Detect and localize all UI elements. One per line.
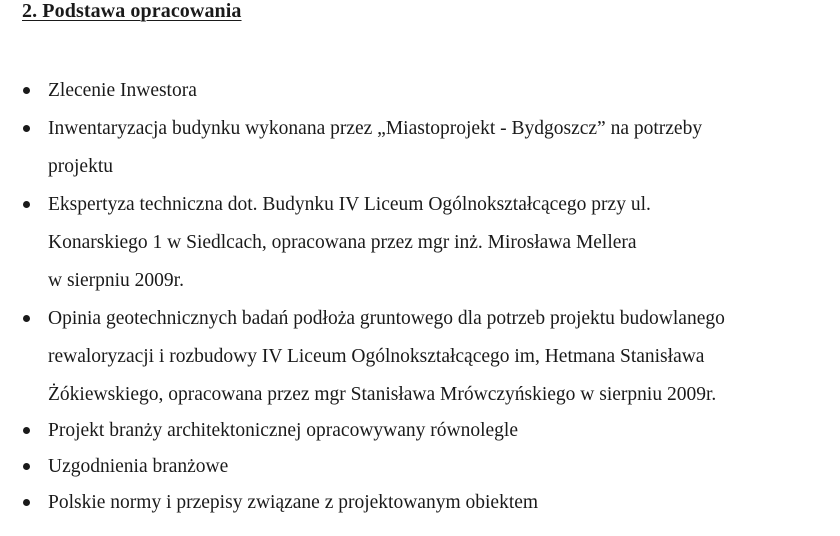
list-item	[0, 450, 840, 484]
list-item-line: Projekt branży architektonicznej opracowywany równolegle	[48, 420, 518, 441]
list-item-line: Inwentaryzacja budynku wykonana przez „Miastoprojekt - Bydgoszcz” na potrzeby	[48, 118, 703, 139]
list-item-line: Zlecenie Inwestora	[48, 80, 197, 101]
bullet-icon	[23, 125, 30, 132]
list-item	[0, 486, 840, 520]
bullet-icon	[23, 463, 30, 470]
bullet-icon	[23, 427, 30, 434]
list-item-line: Uzgodnienia branżowe	[48, 456, 229, 477]
list-item	[0, 414, 840, 448]
list-item	[0, 186, 840, 300]
list-item	[0, 300, 840, 414]
list-item	[0, 110, 840, 186]
basis-list	[0, 72, 840, 520]
list-item-line: Ekspertyza techniczna dot. Budynku IV Liceum Ogólnokształcącego przy ul.	[48, 194, 651, 215]
section-title: 2. Podstawa opracowania	[22, 0, 242, 22]
bullet-icon	[23, 87, 30, 94]
list-item-line: w sierpniu 2009r.	[48, 270, 184, 291]
list-item-line: Polskie normy i przepisy związane z projektowanym obiektem	[48, 492, 539, 513]
list-item-line: projektu	[48, 156, 113, 177]
bullet-icon	[23, 499, 30, 506]
list-item-line: Żókiewskiego, opracowana przez mgr Stanisława Mrówczyńskiego w sierpniu 2009r.	[48, 384, 717, 405]
list-item	[0, 72, 840, 110]
bullet-icon	[23, 201, 30, 208]
list-item-line: Opinia geotechnicznych badań podłoża gruntowego dla potrzeb projektu budowlanego	[48, 308, 725, 329]
list-item-line: Konarskiego 1 w Siedlcach, opracowana przez mgr inż. Mirosława Mellera	[48, 232, 637, 253]
bullet-icon	[23, 315, 30, 322]
list-item-line: rewaloryzacji i rozbudowy IV Liceum Ogólnokształcącego im, Hetmana Stanisława	[48, 346, 705, 367]
